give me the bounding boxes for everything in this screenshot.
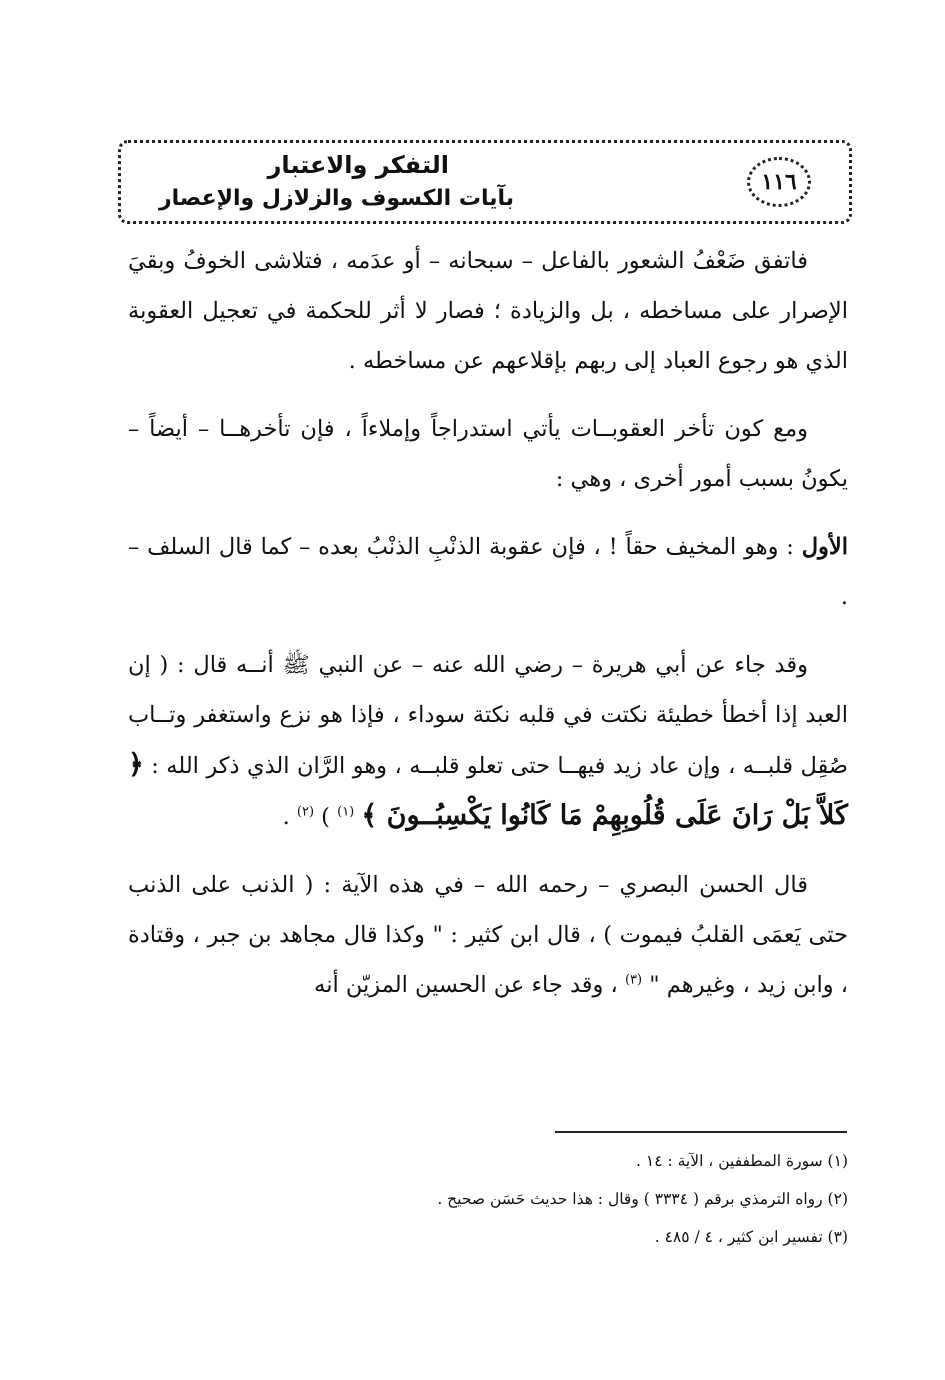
footnote-3: (٣) تفسير ابن كثير ، ٤ / ٤٨٥ . [654, 1228, 848, 1246]
paragraph-1: فاتفق ضَعْفُ الشعور بالفاعل – سبحانه – أو عدَمه ، فتلاشى الخوفُ وبقيَ الإصرار على مساخطه ، بل والزيادة ؛ فصار لا أثر للحكمة في تعجيل العقوبة الذي هو رجوع العباد إلى ربهم بإقلاعهم عن مساخطه . [128, 248, 848, 374]
page-number: ١١٦ [747, 157, 811, 207]
paragraph-5-text-a: قال الحسن البصري – رحمه الله – في هذه الآية : ( الذنب على الذنب حتى يَعمَى القلبُ فيموت ) ، قال ابن كثير : " وكذا قال مجاهد بن جبر ، وقتادة ، وابن زيد ، وغيرهم " [128, 872, 848, 998]
footnote-1: (١) سورة المطففين ، الآية : ١٤ . [636, 1152, 848, 1170]
footnote-ref-1: (١) [337, 804, 355, 820]
paragraph-5 [128, 860, 848, 1010]
footnote-2: (٢) رواه الترمذي برقم ( ٣٣٣٤ ) وقال : هذا حديث حَسَن صحيح . [437, 1190, 848, 1208]
quran-verse: ﴿ كَلاَّ بَلْ رَانَ عَلَى قُلُوبِهِمْ مَا كَانُوا يَكْسِبُــونَ ﴾ [128, 749, 848, 831]
paragraph-4-end: . [282, 804, 297, 830]
paragraph-4 [128, 640, 848, 842]
hadith-close: ) [314, 804, 338, 830]
hadith-text: وقد جاء عن أبي هريرة – رضي الله عنه – عن النبي ﷺ أنــه قال : ( إن العبد إذا أخطأ خطيئة نكتت في قلبه نكتة سوداء ، فإذا هو نزع واستغفر وتــاب صُقِل قلبــه ، وإن عاد زيد فيهــا حتى تعلو قلبــه ، وهو الرَّان الذي ذكر الله : [128, 652, 848, 779]
paragraph-3-text: : وهو المخيف حقاً ! ، فإن عقوبة الذنْبِ الذنْبُ بعده – كما قال السلف – . [128, 534, 848, 610]
footnote-ref-2: (٢) [296, 804, 315, 820]
footnote-ref-3: (٣) [624, 972, 643, 988]
paragraph-lead: الأول [801, 534, 848, 560]
footnote-divider [555, 1131, 847, 1133]
header-title: التفكر والاعتبار [267, 151, 449, 179]
header-subtitle: بآيات الكسوف والزلازل والإعصار [159, 186, 514, 211]
paragraph-3 [128, 522, 848, 622]
paragraph-2: ومع كون تأخر العقوبــات يأتي استدراجاً وإملاءاً ، فإن تأخرهــا – أيضاً – يكونُ بسبب أمور أخرى ، وهي : [128, 416, 848, 492]
running-header [118, 140, 852, 224]
footnotes [128, 1142, 848, 1256]
main-text [128, 236, 848, 1028]
paragraph-5-text-b: ، وقد جاء عن الحسين المزيّن أنه [314, 972, 625, 998]
